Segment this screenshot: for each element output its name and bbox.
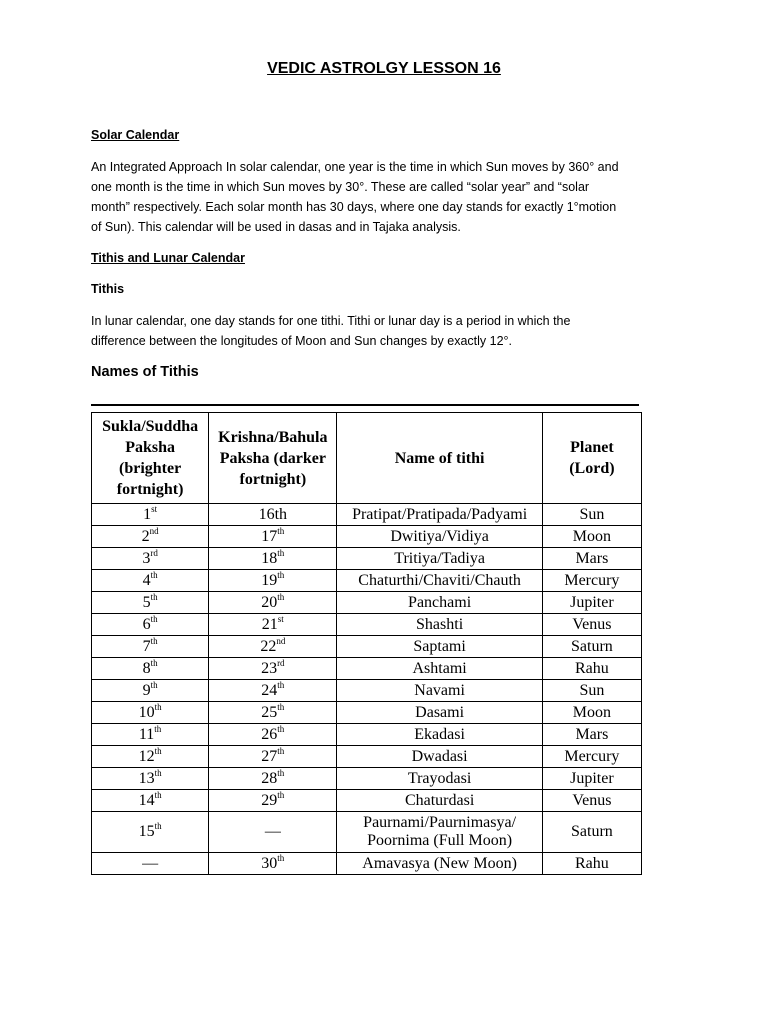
header-sukla-paksha: Sukla/Suddha Paksha (brighter fortnight) (92, 413, 209, 504)
tithis-subheading: Tithis (91, 282, 125, 296)
paragraph-line: difference between the longitudes of Moon and Sun changes by exactly 12°. (91, 334, 513, 348)
table-row (92, 592, 642, 614)
tithi-name-cell: Dasami (337, 702, 542, 724)
sukla-paksha-cell: 3rd (92, 548, 209, 570)
planet-lord-cell: Sun (542, 680, 641, 702)
tithi-name-cell: Navami (337, 680, 542, 702)
table-row (92, 548, 642, 570)
krishna-paksha-cell: 22nd (209, 636, 337, 658)
paragraph-line: one month is the time in which Sun moves by 30°. These are called “solar year” and “solar (91, 180, 590, 194)
table-body (92, 504, 642, 875)
solar-calendar-heading: Solar Calendar (91, 128, 180, 142)
paragraph-line: of Sun). This calendar will be used in dasas and in Tajaka analysis. (91, 220, 461, 234)
planet-lord-cell: Jupiter (542, 768, 641, 790)
planet-lord-cell: Saturn (542, 812, 641, 853)
krishna-paksha-cell: 23rd (209, 658, 337, 680)
sukla-paksha-cell: 1st (92, 504, 209, 526)
header-krishna-paksha: Krishna/Bahula Paksha (darker fortnight) (209, 413, 337, 504)
planet-lord-cell: Mercury (542, 746, 641, 768)
lunar-calendar-paragraph (91, 311, 681, 351)
planet-lord-cell: Mercury (542, 570, 641, 592)
tithi-name-cell: Saptami (337, 636, 542, 658)
krishna-paksha-cell: 24th (209, 680, 337, 702)
tithi-name-cell: Pratipat/Pratipada/Padyami (337, 504, 542, 526)
sukla-paksha-cell: 9th (92, 680, 209, 702)
paragraph-line: In lunar calendar, one day stands for one tithi. Tithi or lunar day is a period in which the (91, 314, 571, 328)
sukla-paksha-cell: 10th (92, 702, 209, 724)
sukla-paksha-cell: 2nd (92, 526, 209, 548)
table-row (92, 636, 642, 658)
planet-lord-cell: Jupiter (542, 592, 641, 614)
page-title: VEDIC ASTROLGY LESSON 16 (267, 60, 501, 77)
sukla-paksha-cell: 15th (92, 812, 209, 853)
tithi-name-cell: Amavasya (New Moon) (337, 853, 542, 875)
table-row (92, 526, 642, 548)
table-row (92, 812, 642, 853)
krishna-paksha-cell: 27th (209, 746, 337, 768)
table-row (92, 680, 642, 702)
krishna-paksha-cell: 20th (209, 592, 337, 614)
table-row (92, 614, 642, 636)
sukla-paksha-cell: 4th (92, 570, 209, 592)
sukla-paksha-cell: 11th (92, 724, 209, 746)
planet-lord-cell: Rahu (542, 658, 641, 680)
planet-lord-cell: Mars (542, 724, 641, 746)
tithis-lunar-calendar-heading: Tithis and Lunar Calendar (91, 251, 245, 265)
sukla-paksha-cell: 12th (92, 746, 209, 768)
krishna-paksha-cell: 30th (209, 853, 337, 875)
table-row (92, 702, 642, 724)
planet-lord-cell: Venus (542, 614, 641, 636)
tithi-name-cell: Paurnami/Paurnimasya/ Poornima (Full Moon) (337, 812, 542, 853)
planet-lord-cell: Mars (542, 548, 641, 570)
table-row (92, 790, 642, 812)
sukla-paksha-cell: 5th (92, 592, 209, 614)
krishna-paksha-cell: 17th (209, 526, 337, 548)
sukla-paksha-cell: 13th (92, 768, 209, 790)
planet-lord-cell: Saturn (542, 636, 641, 658)
tithi-name-cell: Shashti (337, 614, 542, 636)
table-row (92, 853, 642, 875)
planet-lord-cell: Moon (542, 702, 641, 724)
sukla-paksha-cell: 6th (92, 614, 209, 636)
krishna-paksha-cell: 18th (209, 548, 337, 570)
planet-lord-cell: Rahu (542, 853, 641, 875)
names-of-tithis-heading: Names of Tithis (91, 364, 199, 380)
heading-rule (91, 404, 639, 406)
tithi-name-cell: Trayodasi (337, 768, 542, 790)
table-row (92, 724, 642, 746)
krishna-paksha-cell: 25th (209, 702, 337, 724)
table-row (92, 746, 642, 768)
planet-lord-cell: Sun (542, 504, 641, 526)
table-row (92, 658, 642, 680)
krishna-paksha-cell: 26th (209, 724, 337, 746)
header-name-of-tithi: Name of tithi (337, 413, 542, 504)
paragraph-line: month” respectively. Each solar month has 30 days, where one day stands for exactly 1°motion (91, 200, 617, 214)
planet-lord-cell: Venus (542, 790, 641, 812)
sukla-paksha-cell: — (92, 853, 209, 875)
header-planet-lord: Planet (Lord) (542, 413, 641, 504)
table-header-row (92, 413, 642, 504)
planet-lord-cell: Moon (542, 526, 641, 548)
krishna-paksha-cell: — (209, 812, 337, 853)
tithi-name-cell: Dwitiya/Vidiya (337, 526, 542, 548)
tithi-name-cell: Tritiya/Tadiya (337, 548, 542, 570)
table-row (92, 768, 642, 790)
krishna-paksha-cell: 21st (209, 614, 337, 636)
tithi-name-cell: Ekadasi (337, 724, 542, 746)
tithi-name-cell: Ashtami (337, 658, 542, 680)
sukla-paksha-cell: 7th (92, 636, 209, 658)
paragraph-line: An Integrated Approach In solar calendar, one year is the time in which Sun moves by 360° and (91, 160, 619, 174)
krishna-paksha-cell: 28th (209, 768, 337, 790)
krishna-paksha-cell: 19th (209, 570, 337, 592)
tithi-name-cell: Chaturdasi (337, 790, 542, 812)
krishna-paksha-cell: 29th (209, 790, 337, 812)
table-row (92, 570, 642, 592)
tithi-name-cell: Panchami (337, 592, 542, 614)
sukla-paksha-cell: 14th (92, 790, 209, 812)
tithi-table (91, 412, 642, 875)
krishna-paksha-cell: 16th (209, 504, 337, 526)
table-row (92, 504, 642, 526)
sukla-paksha-cell: 8th (92, 658, 209, 680)
tithi-name-cell: Chaturthi/Chaviti/Chauth (337, 570, 542, 592)
tithi-name-cell: Dwadasi (337, 746, 542, 768)
solar-calendar-paragraph (91, 157, 681, 237)
